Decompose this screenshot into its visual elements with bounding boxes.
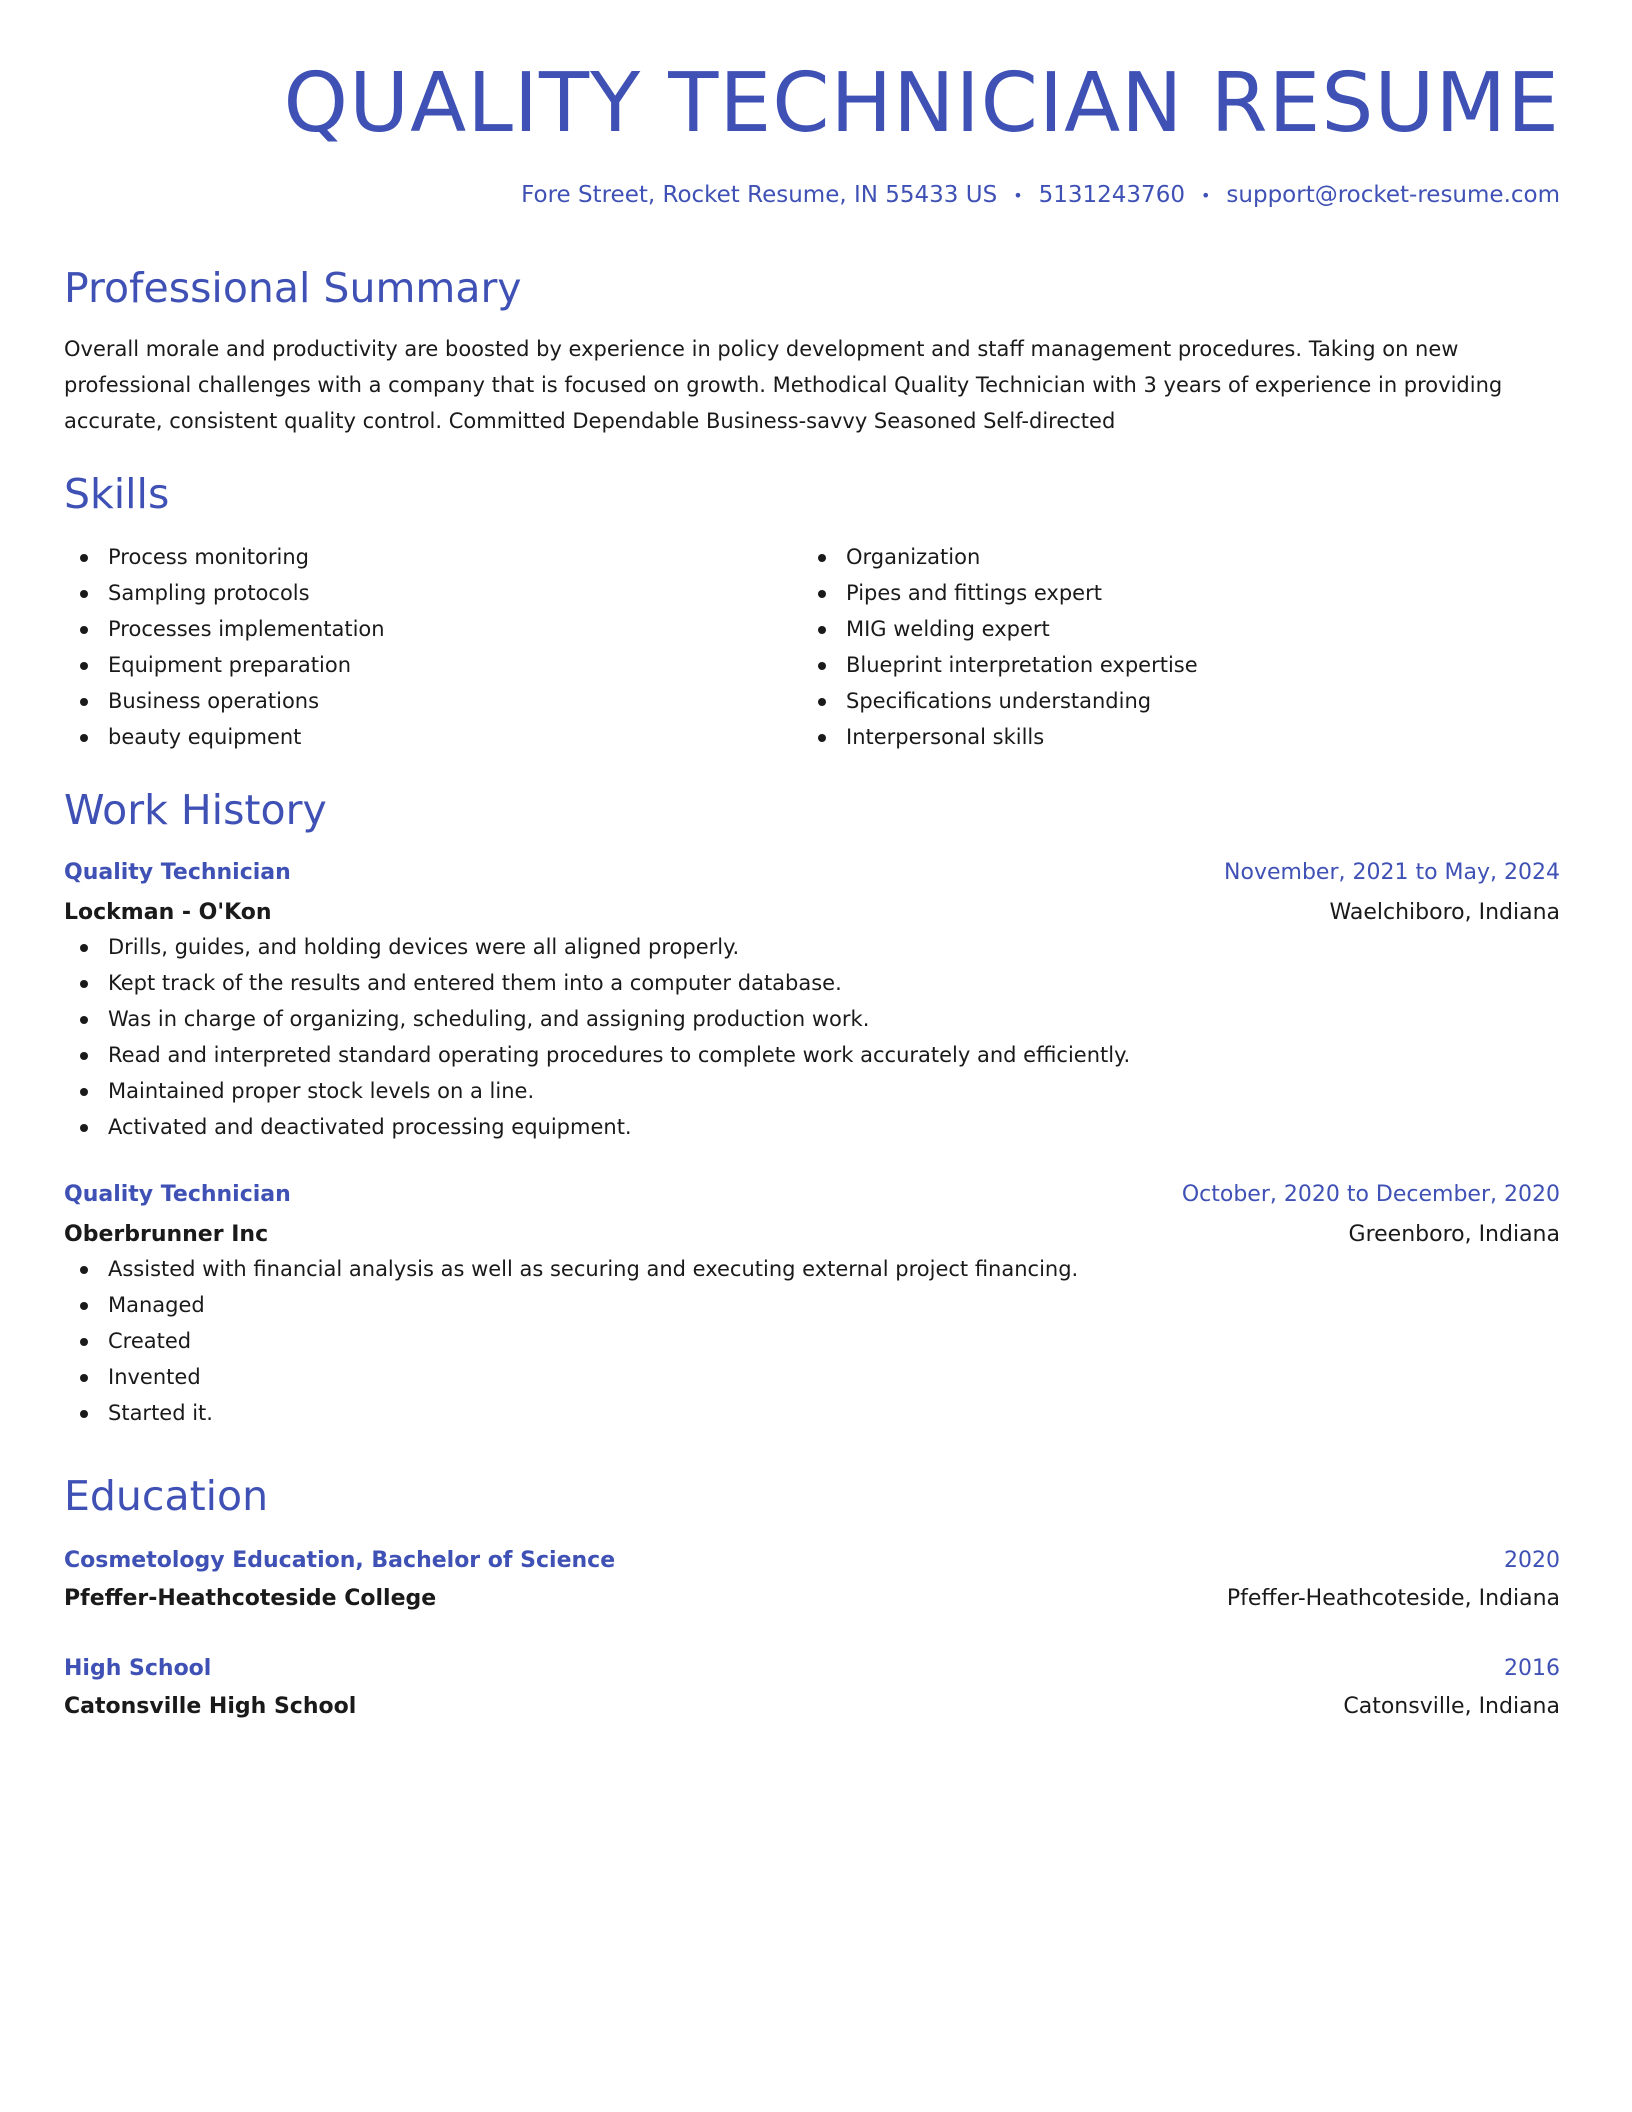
- skill-item: Organization: [802, 539, 1540, 575]
- job-company: Oberbrunner Inc: [64, 1221, 269, 1247]
- education-location: Pfeffer-Heathcoteside, Indiana: [1226, 1585, 1560, 1611]
- job-entry: [64, 1179, 1560, 1431]
- job-dates: November, 2021 to May, 2024: [1224, 859, 1560, 885]
- skill-item: beauty equipment: [64, 719, 802, 755]
- contact-email[interactable]: support@rocket-resume.com: [1226, 182, 1560, 208]
- skill-item: Process monitoring: [64, 539, 802, 575]
- education-school: Catonsville High School: [64, 1693, 357, 1719]
- education-degree: High School: [64, 1655, 212, 1681]
- duty-item: Started it.: [64, 1395, 1560, 1431]
- education-school: Pfeffer-Heathcoteside College: [64, 1585, 437, 1611]
- skill-item: Pipes and fittings expert: [802, 575, 1540, 611]
- job-location: Waelchiboro, Indiana: [1329, 899, 1560, 925]
- job-company: Lockman - O'Kon: [64, 899, 272, 925]
- skills-column-left: [64, 539, 802, 755]
- work-history-heading: Work History: [64, 785, 327, 834]
- resume-page: [64, 0, 1560, 1723]
- skills-grid: [64, 539, 1560, 755]
- contact-line: [64, 180, 1560, 211]
- duty-item: Maintained proper stock levels on a line.: [64, 1073, 1560, 1109]
- education-header: [64, 1545, 1560, 1577]
- skill-item: Business operations: [64, 683, 802, 719]
- education-entry: [64, 1545, 1560, 1615]
- education-location: Catonsville, Indiana: [1343, 1693, 1560, 1719]
- skills-column-right: [802, 539, 1540, 755]
- summary-heading: Professional Summary: [64, 263, 522, 312]
- job-duties: [64, 1251, 1560, 1431]
- contact-separator: •: [1013, 185, 1023, 205]
- contact-separator: •: [1200, 185, 1211, 205]
- duty-item: Kept track of the results and entered them into a computer database.: [64, 965, 1560, 1001]
- skill-item: Equipment preparation: [64, 647, 802, 683]
- education-degree: Cosmetology Education, Bachelor of Science: [64, 1547, 616, 1573]
- education-year: 2016: [1504, 1655, 1560, 1681]
- skill-item: Sampling protocols: [64, 575, 802, 611]
- skills-heading: Skills: [64, 469, 170, 518]
- duty-item: Read and interpreted standard operating procedures to complete work accurately and efficiently.: [64, 1037, 1560, 1073]
- education-heading: Education: [64, 1471, 269, 1520]
- job-subheader: [64, 897, 1560, 929]
- duty-item: Drills, guides, and holding devices were all aligned properly.: [64, 929, 1560, 965]
- education-subheader: [64, 1691, 1560, 1723]
- duty-item: Activated and deactivated processing equipment.: [64, 1109, 1560, 1145]
- duty-item: Managed: [64, 1287, 1560, 1323]
- job-location: Greenboro, Indiana: [1348, 1221, 1560, 1247]
- job-dates: October, 2020 to December, 2020: [1181, 1181, 1560, 1207]
- contact-address: Fore Street, Rocket Resume, IN 55433 US: [521, 182, 998, 208]
- duty-item: Assisted with financial analysis as well as securing and executing external project financing.: [64, 1251, 1560, 1287]
- contact-phone: 5131243760: [1038, 182, 1185, 208]
- resume-title: QUALITY TECHNICIAN RESUME: [283, 56, 1560, 151]
- job-title: Quality Technician: [64, 859, 291, 885]
- education-subheader: [64, 1583, 1560, 1615]
- job-header: [64, 1179, 1560, 1211]
- summary-text: Overall morale and productivity are boosted by experience in policy development and staff management procedures. Taking on new professional challenges with a company that is focused on growth. Methodical Quality Technician with 3 years of experience in providing accurate, consistent quality control. Committed Dependable Business-savvy Seasoned Self-directed: [64, 336, 1503, 433]
- skill-item: Interpersonal skills: [802, 719, 1540, 755]
- duty-item: Invented: [64, 1359, 1560, 1395]
- education-year: 2020: [1504, 1547, 1560, 1573]
- skill-item: Blueprint interpretation expertise: [802, 647, 1540, 683]
- skill-item: Specifications understanding: [802, 683, 1540, 719]
- job-subheader: [64, 1219, 1560, 1251]
- job-duties: [64, 929, 1560, 1145]
- job-entry: [64, 857, 1560, 1145]
- education-entry: [64, 1653, 1560, 1723]
- job-title: Quality Technician: [64, 1181, 291, 1207]
- duty-item: Created: [64, 1323, 1560, 1359]
- job-header: [64, 857, 1560, 889]
- duty-item: Was in charge of organizing, scheduling, and assigning production work.: [64, 1001, 1560, 1037]
- skill-item: MIG welding expert: [802, 611, 1540, 647]
- education-header: [64, 1653, 1560, 1685]
- skill-item: Processes implementation: [64, 611, 802, 647]
